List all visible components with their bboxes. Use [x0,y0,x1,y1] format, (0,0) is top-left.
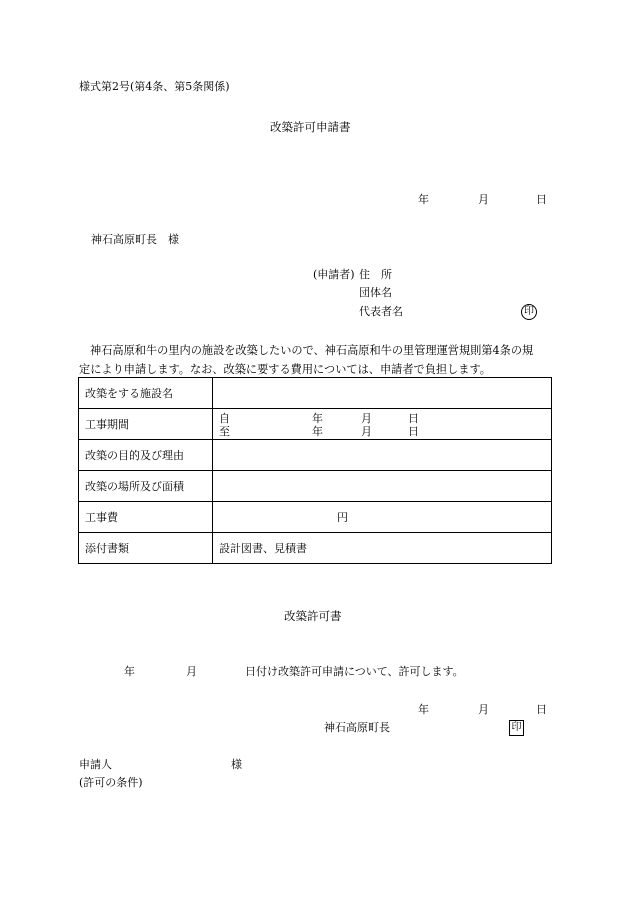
table-row [79,471,552,502]
attach-label: 添付書類 [79,533,213,564]
address-label: 住 所 [359,268,392,281]
body-line-2: 定により申請します。なお、改築に要する費用については、申請者で負担します。 [79,363,491,376]
org-label: 団体名 [359,286,392,299]
period-from-month: 月 [361,411,372,425]
date-day: 日 [536,193,547,206]
period-from: 自 [219,411,230,425]
period-to-day: 日 [408,424,419,438]
date-year: 年 [418,193,429,206]
application-body [79,341,551,379]
addressee: 神石高原町長 様 [91,233,179,246]
facility-label: 改築をする施設名 [79,378,213,409]
location-label: 改築の場所及び面積 [79,471,213,502]
ref-month: 月 [186,665,197,678]
permit-date-day: 日 [536,703,547,716]
permit-date-year: 年 [418,703,429,716]
period-to: 至 [219,424,230,438]
period-from-year: 年 [312,411,323,425]
cost-label: 工事費 [79,502,213,533]
table-row [79,502,552,533]
permit-title: 改築許可書 [284,609,342,623]
period-to-line [219,425,551,438]
attach-value: 設計図書、見積書 [213,533,552,564]
rep-label: 代表者名 [359,305,403,318]
body-line-1: 神石高原和牛の里内の施設を改築したいので、神石高原和牛の里管理運営規則第4条の規 [90,344,534,357]
permit-applicant-suffix: 様 [231,758,242,771]
seal-stamp-issuer: 印 [509,720,524,736]
period-from-day: 日 [408,411,419,425]
table-row [79,378,552,409]
ref-text: 日付け改築許可申請について、許可します。 [245,665,464,678]
applicant-prefix: (申請者) [313,268,355,281]
period-to-year: 年 [312,424,323,438]
period-from-line [219,412,551,425]
cost-value [213,502,552,533]
permit-applicant-label: 申請人 [79,758,112,771]
issuer: 神石高原町長 [324,721,390,734]
permit-conditions: (許可の条件) [79,776,143,789]
form-number: 様式第2号(第4条、第5条関係) [79,80,230,93]
cost-unit: 円 [337,510,348,524]
period-label: 工事期間 [79,409,213,440]
facility-value [213,378,552,409]
purpose-value [213,440,552,471]
permit-date-month: 月 [478,703,489,716]
date-month: 月 [478,193,489,206]
table-row [79,409,552,440]
purpose-label: 改築の目的及び理由 [79,440,213,471]
application-title: 改築許可申請書 [270,120,351,134]
ref-year: 年 [124,665,135,678]
table-row [79,440,552,471]
seal-stamp-applicant: 印 [521,304,537,320]
location-value [213,471,552,502]
application-table [78,377,552,564]
table-row [79,533,552,564]
period-to-month: 月 [361,424,372,438]
period-value [213,409,552,440]
